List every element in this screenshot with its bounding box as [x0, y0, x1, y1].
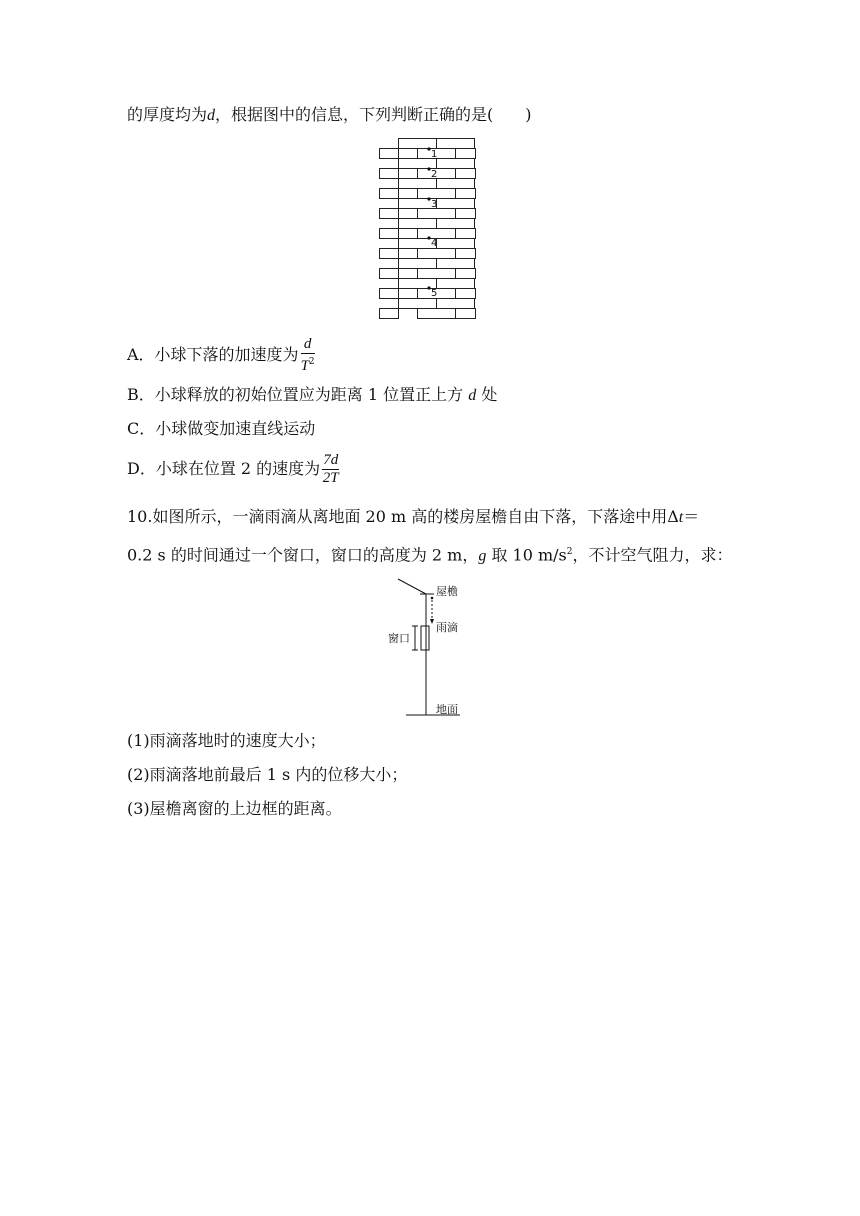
option-d-numerator: 7d	[323, 452, 339, 468]
position-label-1: 1	[431, 149, 438, 160]
brick	[380, 249, 399, 259]
brick-wall-figure	[378, 138, 480, 320]
label-window: 窗口	[388, 632, 410, 645]
brick	[399, 259, 437, 269]
brick	[456, 249, 476, 259]
brick	[380, 309, 399, 319]
brick	[456, 149, 476, 159]
position-label-3: 3	[431, 199, 438, 210]
q9-stem	[127, 104, 532, 127]
option-b-var: d	[468, 387, 477, 404]
option-a-denominator: T	[300, 358, 309, 374]
brick	[380, 289, 399, 299]
raindrop-diagram	[374, 574, 494, 722]
brick	[437, 279, 475, 289]
position-label-2: 2	[431, 169, 438, 180]
brick	[437, 259, 475, 269]
option-c-text: C．小球做变加速直线运动	[127, 419, 316, 438]
brick	[456, 289, 476, 299]
q10-line2-mid: 取 10 m/s	[486, 545, 567, 565]
brick	[437, 139, 475, 149]
brick	[399, 219, 437, 229]
brick	[380, 209, 399, 219]
option-d-denominator: 2T	[322, 470, 339, 486]
brick	[418, 249, 456, 259]
brick	[399, 159, 437, 169]
brick	[418, 309, 456, 319]
brick	[418, 269, 456, 279]
option-a-text: A．小球下落的加速度为	[127, 345, 299, 364]
brick	[399, 139, 437, 149]
brick	[456, 169, 476, 179]
q9-option-d	[127, 452, 339, 487]
brick	[456, 209, 476, 219]
q10-line2-var: g	[478, 547, 487, 565]
option-b-suffix: 处	[481, 385, 498, 404]
brick	[437, 199, 475, 209]
q10-sub-question-2: (2)雨滴落地前最后 1 s 内的位移大小；	[127, 765, 408, 784]
option-a-numerator: d	[301, 336, 315, 354]
brick	[380, 229, 399, 239]
raindrop-dot	[431, 597, 434, 600]
brick	[437, 159, 475, 169]
q9-stem-pre: 的厚度均为	[127, 105, 208, 124]
q9-option-a	[127, 336, 315, 375]
q10-line2-post: ，不计空气阻力，求：	[572, 545, 733, 565]
brick	[399, 179, 437, 189]
option-a-den-exponent: 2	[308, 357, 315, 367]
brick	[437, 179, 475, 189]
position-label-5: 5	[431, 288, 438, 299]
brick	[380, 269, 399, 279]
brick	[456, 229, 476, 239]
roof-slope	[398, 579, 426, 594]
brick	[418, 209, 456, 219]
q10-sub-question-3: (3)屋檐离窗的上边框的距离。	[127, 799, 342, 818]
q9-stem-var: d	[207, 107, 216, 124]
option-d-text: D．小球在位置 2 的速度为	[127, 459, 321, 478]
q10-line1-post: ＝	[683, 507, 700, 526]
label-raindrop: 雨滴	[436, 621, 458, 634]
q10-line2	[127, 541, 733, 567]
brick	[399, 279, 437, 289]
q10-line2-pre: 0.2 s 的时间通过一个窗口，窗口的高度为 2 m，	[127, 545, 479, 565]
brick	[418, 189, 456, 199]
window-frame	[421, 626, 429, 650]
brick	[456, 269, 476, 279]
brick	[418, 229, 456, 239]
brick	[380, 189, 399, 199]
q10-sub-question-1: (1)雨滴落地时的速度大小；	[127, 731, 326, 750]
brick	[437, 219, 475, 229]
q9-stem-post: ，根据图中的信息，下列判断正确的是( )	[215, 105, 532, 124]
q9-option-c	[127, 418, 315, 440]
brick	[456, 309, 476, 319]
label-eave: 屋檐	[436, 585, 458, 598]
q10-line1-var: t	[678, 509, 684, 526]
brick	[399, 299, 437, 309]
brick	[456, 189, 476, 199]
q10-line1	[127, 506, 699, 529]
raindrop-arrowhead	[430, 619, 434, 624]
brick	[380, 169, 399, 179]
option-a-fraction	[301, 336, 315, 375]
option-d-fraction	[322, 452, 339, 487]
q10-line1-pre: 10.如图所示，一滴雨滴从离地面 20 m 高的楼房屋檐自由下落，下落途中用Δ	[127, 507, 679, 526]
brick	[437, 299, 475, 309]
label-ground: 地面	[436, 703, 458, 716]
brick	[437, 239, 475, 249]
q10-line2-exponent: 2	[566, 547, 573, 557]
brick	[380, 149, 399, 159]
q9-option-b	[127, 384, 497, 407]
position-label-4: 4	[431, 238, 438, 249]
option-b-text: B．小球释放的初始位置应为距离 1 位置正上方	[127, 385, 464, 404]
